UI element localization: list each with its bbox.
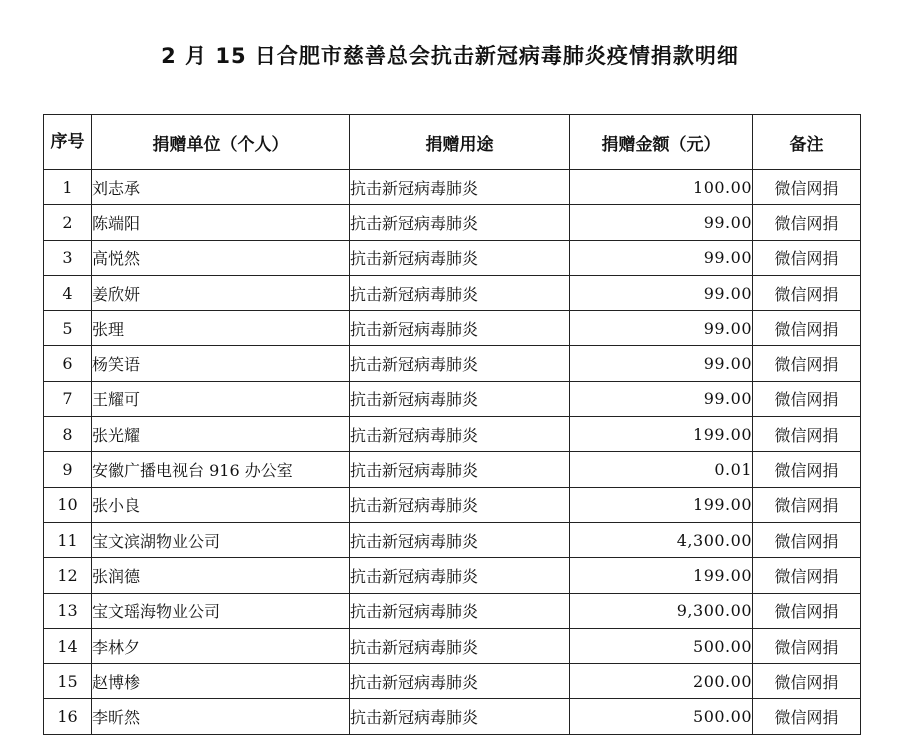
cell-seq: 14 [44,628,92,663]
cell-note: 微信网捐 [753,522,861,557]
cell-donor: 安徽广播电视台 916 办公室 [92,452,350,487]
cell-note: 微信网捐 [753,311,861,346]
cell-purpose: 抗击新冠病毒肺炎 [350,381,570,416]
table-row [44,417,861,452]
cell-amount: 500.00 [570,628,753,663]
table-row [44,664,861,699]
cell-donor: 张光耀 [92,417,350,452]
table-row [44,275,861,310]
table-header [44,115,861,170]
cell-amount: 199.00 [570,487,753,522]
table-row [44,522,861,557]
table-row [44,346,861,381]
cell-note: 微信网捐 [753,487,861,522]
cell-donor: 姜欣妍 [92,275,350,310]
cell-note: 微信网捐 [753,170,861,205]
cell-note: 微信网捐 [753,699,861,734]
table-row [44,240,861,275]
cell-donor: 宝文滨湖物业公司 [92,522,350,557]
cell-purpose: 抗击新冠病毒肺炎 [350,522,570,557]
cell-donor: 王耀可 [92,381,350,416]
cell-amount: 99.00 [570,346,753,381]
header-row [44,115,861,170]
cell-amount: 199.00 [570,417,753,452]
cell-purpose: 抗击新冠病毒肺炎 [350,487,570,522]
cell-seq: 6 [44,346,92,381]
cell-purpose: 抗击新冠病毒肺炎 [350,452,570,487]
cell-seq: 4 [44,275,92,310]
cell-note: 微信网捐 [753,240,861,275]
cell-seq: 12 [44,558,92,593]
cell-seq: 7 [44,381,92,416]
cell-amount: 99.00 [570,240,753,275]
page-title: 2 月 15 日合肥市慈善总会抗击新冠病毒肺炎疫情捐款明细 [161,44,739,68]
donation-table [43,114,861,735]
cell-donor: 宝文瑶海物业公司 [92,593,350,628]
table-row [44,487,861,522]
cell-seq: 16 [44,699,92,734]
header-seq: 序号 [44,115,92,170]
cell-purpose: 抗击新冠病毒肺炎 [350,593,570,628]
table-body [44,170,861,735]
cell-purpose: 抗击新冠病毒肺炎 [350,170,570,205]
cell-purpose: 抗击新冠病毒肺炎 [350,664,570,699]
cell-note: 微信网捐 [753,593,861,628]
cell-donor: 赵博椮 [92,664,350,699]
cell-amount: 99.00 [570,311,753,346]
cell-donor: 刘志承 [92,170,350,205]
cell-amount: 99.00 [570,205,753,240]
cell-seq: 1 [44,170,92,205]
cell-purpose: 抗击新冠病毒肺炎 [350,558,570,593]
cell-donor: 李昕然 [92,699,350,734]
cell-purpose: 抗击新冠病毒肺炎 [350,205,570,240]
table-row [44,452,861,487]
cell-purpose: 抗击新冠病毒肺炎 [350,240,570,275]
cell-donor: 高悦然 [92,240,350,275]
cell-note: 微信网捐 [753,346,861,381]
table-row [44,699,861,734]
cell-note: 微信网捐 [753,381,861,416]
cell-purpose: 抗击新冠病毒肺炎 [350,628,570,663]
cell-seq: 5 [44,311,92,346]
cell-note: 微信网捐 [753,275,861,310]
header-purpose: 捐赠用途 [350,115,570,170]
cell-note: 微信网捐 [753,558,861,593]
cell-seq: 11 [44,522,92,557]
cell-donor: 杨笑语 [92,346,350,381]
cell-donor: 张润德 [92,558,350,593]
table-row [44,205,861,240]
table-row [44,170,861,205]
table-row [44,381,861,416]
cell-purpose: 抗击新冠病毒肺炎 [350,346,570,381]
cell-note: 微信网捐 [753,664,861,699]
table-row [44,558,861,593]
cell-donor: 张理 [92,311,350,346]
cell-purpose: 抗击新冠病毒肺炎 [350,417,570,452]
cell-amount: 200.00 [570,664,753,699]
cell-donor: 陈端阳 [92,205,350,240]
cell-donor: 李林夕 [92,628,350,663]
cell-amount: 100.00 [570,170,753,205]
cell-note: 微信网捐 [753,628,861,663]
cell-purpose: 抗击新冠病毒肺炎 [350,275,570,310]
header-donor: 捐赠单位（个人） [92,115,350,170]
cell-note: 微信网捐 [753,205,861,240]
header-note: 备注 [753,115,861,170]
cell-amount: 99.00 [570,381,753,416]
cell-amount: 199.00 [570,558,753,593]
table-row [44,311,861,346]
cell-amount: 0.01 [570,452,753,487]
cell-seq: 2 [44,205,92,240]
cell-amount: 99.00 [570,275,753,310]
cell-seq: 3 [44,240,92,275]
cell-seq: 9 [44,452,92,487]
cell-amount: 9,300.00 [570,593,753,628]
table-row [44,593,861,628]
cell-amount: 500.00 [570,699,753,734]
cell-purpose: 抗击新冠病毒肺炎 [350,699,570,734]
cell-donor: 张小良 [92,487,350,522]
cell-note: 微信网捐 [753,417,861,452]
cell-purpose: 抗击新冠病毒肺炎 [350,311,570,346]
cell-note: 微信网捐 [753,452,861,487]
cell-seq: 13 [44,593,92,628]
header-amount: 捐赠金额（元） [570,115,753,170]
cell-seq: 10 [44,487,92,522]
cell-seq: 15 [44,664,92,699]
table-row [44,628,861,663]
cell-amount: 4,300.00 [570,522,753,557]
cell-seq: 8 [44,417,92,452]
